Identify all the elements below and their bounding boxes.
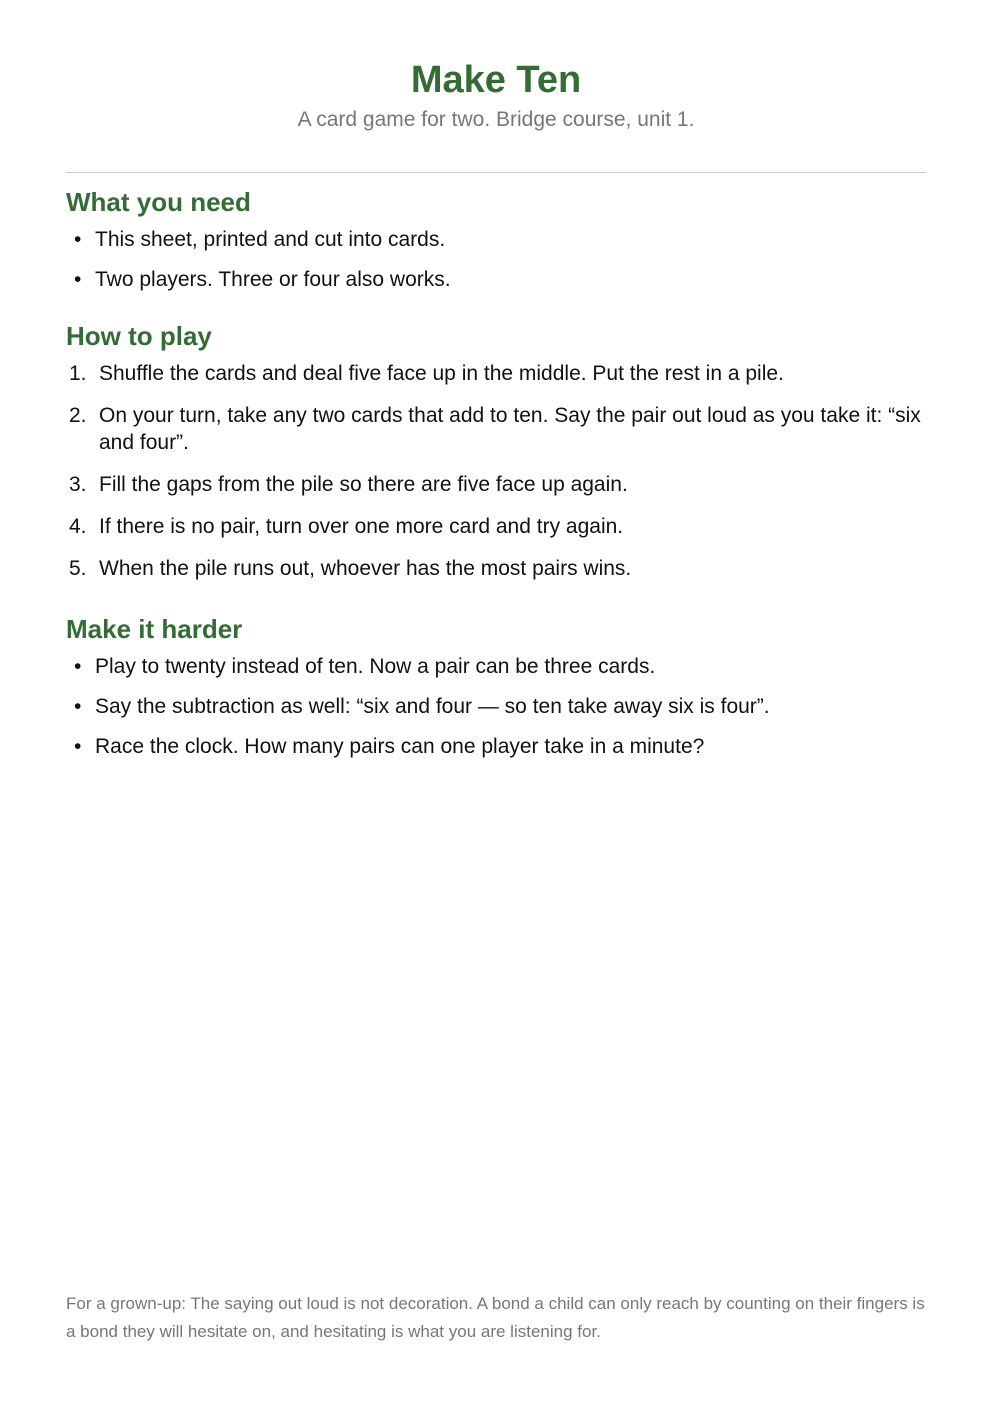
page-subtitle: A card game for two. Bridge course, unit 1. xyxy=(297,108,695,131)
step-item xyxy=(66,555,926,582)
step-number: 5. xyxy=(69,557,87,580)
bullet-marker: • xyxy=(74,695,82,718)
list-item xyxy=(66,266,926,293)
section-heading-make-it-harder: Make it harder xyxy=(66,614,243,644)
header-divider xyxy=(66,172,926,173)
step-item xyxy=(66,471,926,498)
list-item-text: Race the clock. How many pairs can one player take in a minute? xyxy=(95,735,705,758)
step-number: 4. xyxy=(69,515,87,538)
list-item xyxy=(66,733,926,760)
step-number: 1. xyxy=(69,362,87,385)
section-how-to-play xyxy=(66,321,926,597)
list-item xyxy=(66,653,926,680)
step-text: If there is no pair, turn over one more card and try again. xyxy=(99,515,624,538)
section-heading-what-you-need: What you need xyxy=(66,187,251,217)
list-item-text: This sheet, printed and cut into cards. xyxy=(95,228,446,251)
step-text: Shuffle the cards and deal five face up in the middle. Put the rest in a pile. xyxy=(99,362,784,385)
section-heading-how-to-play: How to play xyxy=(66,321,212,351)
bullet-marker: • xyxy=(74,655,82,678)
list-item-text: Play to twenty instead of ten. Now a pair can be three cards. xyxy=(95,655,656,678)
make-it-harder-list xyxy=(66,653,926,760)
bullet-marker: • xyxy=(74,735,82,758)
section-what-you-need xyxy=(66,187,926,306)
step-number: 2. xyxy=(69,404,87,427)
page-title: Make Ten xyxy=(410,59,582,101)
step-text: Fill the gaps from the pile so there are five face up again. xyxy=(99,473,628,496)
step-text: When the pile runs out, whoever has the most pairs wins. xyxy=(99,557,632,580)
list-item xyxy=(66,226,926,253)
list-item-text: Say the subtraction as well: “six and four — so ten take away six is four”. xyxy=(95,695,770,718)
bullet-marker: • xyxy=(74,268,82,291)
step-number: 3. xyxy=(69,473,87,496)
list-item-text: Two players. Three or four also works. xyxy=(95,268,451,291)
step-item xyxy=(66,402,926,456)
bullet-marker: • xyxy=(74,228,82,251)
how-to-play-steps xyxy=(66,360,926,582)
what-you-need-list xyxy=(66,226,926,293)
step-text: On your turn, take any two cards that add to ten. Say the pair out loud as you take it: “six and four”. xyxy=(99,404,921,454)
section-make-it-harder xyxy=(66,614,926,773)
list-item xyxy=(66,693,926,720)
step-item xyxy=(66,513,926,540)
step-item xyxy=(66,360,926,387)
grown-up-footnote: For a grown-up: The saying out loud is not decoration. A bond a child can only reach by counting on their fingers is a bond they will hesitate on, and hesitating is what you are listening for. xyxy=(66,1294,925,1341)
